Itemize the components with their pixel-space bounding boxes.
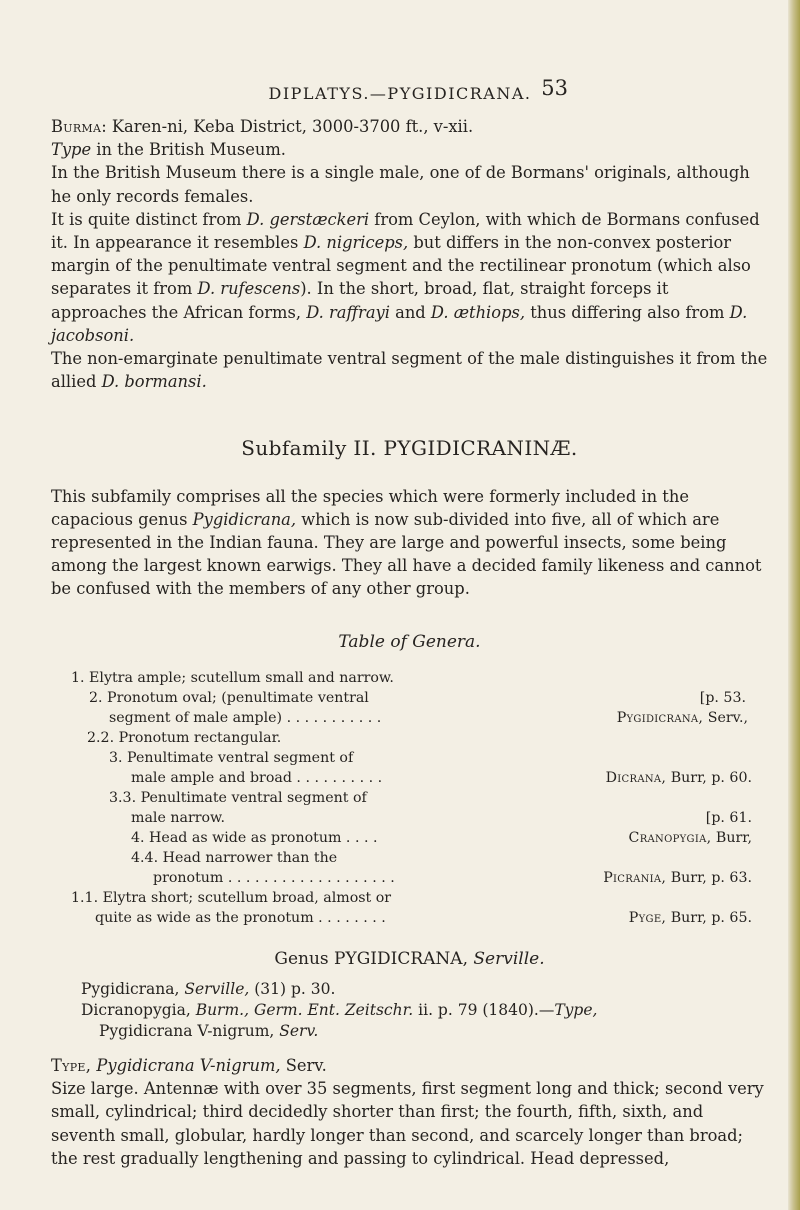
synonym-line: Pygidicrana V-nigrum, Serv. (99, 1022, 319, 1041)
key-row: pronotum . . . . . . . . . . . . . . . . . . . Picrania, Burr, p. 63. (153, 869, 752, 886)
synonym-line: Pygidicrana, Serville, (31) p. 30. (81, 980, 336, 999)
key-row: 2. Pronotum oval; (penultimate ventral [p. 53. (89, 689, 746, 706)
page-content (51, 115, 768, 1170)
page-edge-shadow (788, 0, 800, 1210)
page-number: 53 (541, 76, 568, 100)
synonym-line: Dicranopygia, Burm., Germ. Ent. Zeitschr. ii. p. 79 (1840).—Type, (81, 1001, 598, 1020)
running-head: DIPLATYS.—PYGIDICRANA. (268, 84, 532, 103)
genus-heading: Genus PYGIDICRANA, Serville. (274, 948, 545, 969)
key-row: 4.4. Head narrower than the (131, 849, 338, 866)
genera-key (51, 668, 768, 928)
type-note: Type in the British Museum. (51, 140, 286, 160)
burma-locality: Burma: Karen-ni, Keba District, 3000-3700 ft., v-xii. (51, 117, 474, 136)
distinction-paragraph: It is quite distinct from D. gerstæckeri from Ceylon, with which de Bormans confused it. In appearance it resembles D. nigriceps, but differs in the non-convex posterior margin of the penultimate ventral segment and the rectilinear pronotum (which also separates it from D. rufescens). In the short, broad, flat, straight forceps it approaches the African forms, D. raffrayi and D. æthiops, thus differing also from D. jacobsoni. (51, 209, 760, 345)
key-row: segment of male ample) . . . . . . . . . . . Pygidicrana, Serv., (109, 709, 748, 726)
type-species-line: Type, Pygidicrana V-nigrum, Serv. (51, 1056, 327, 1076)
key-row: 1. Elytra ample; scutellum small and narrow. (71, 669, 394, 686)
key-row: 4. Head as wide as pronotum . . . . Cranopygia, Burr, (131, 829, 752, 846)
subfamily-paragraph: This subfamily comprises all the species which were formerly included in the capacious genus Pygidicrana, which is now sub-divided into five, all of which are represented in the Indian fauna. They are large and powerful insects, some being among the largest known earwigs. They all have a decided family likeness and cannot be confused with the members of any other group. (51, 486, 762, 599)
key-row: male ample and broad . . . . . . . . . . Dicrana, Burr, p. 60. (131, 769, 752, 786)
male-segment-paragraph: The non-emarginate penultimate ventral segment of the male distinguishes it from the allied D. bormansi. (51, 349, 768, 392)
key-title: Table of Genera. (338, 631, 481, 652)
subfamily-heading: Subfamily II. PYGIDICRANINÆ. (241, 436, 578, 461)
key-row: 1.1. Elytra short; scutellum broad, almost or (71, 889, 392, 906)
synonymy (51, 979, 768, 1042)
genus-description: Size large. Antennæ with over 35 segments, first segment long and thick; second very small, cylindrical; third decidedly shorter than first; the fourth, fifth, sixth, and seventh small, globular, hardly longer than second, and scarcely longer than broad; the rest gradually lengthening and passing to cylindrical. Head depressed, (51, 1079, 764, 1168)
key-row: 3.3. Penultimate ventral segment of (109, 789, 367, 806)
page-header (0, 70, 800, 110)
locality-label: Burma (51, 117, 102, 136)
museum-paragraph: In the British Museum there is a single male, one of de Bormans' originals, although he only records females. (51, 163, 750, 206)
key-row: 3. Penultimate ventral segment of (109, 749, 354, 766)
key-row: quite as wide as the pronotum . . . . . . . . Pyge, Burr, p. 65. (95, 909, 752, 926)
key-row: 2.2. Pronotum rectangular. (87, 729, 282, 746)
key-row: male narrow. [p. 61. (131, 809, 752, 826)
